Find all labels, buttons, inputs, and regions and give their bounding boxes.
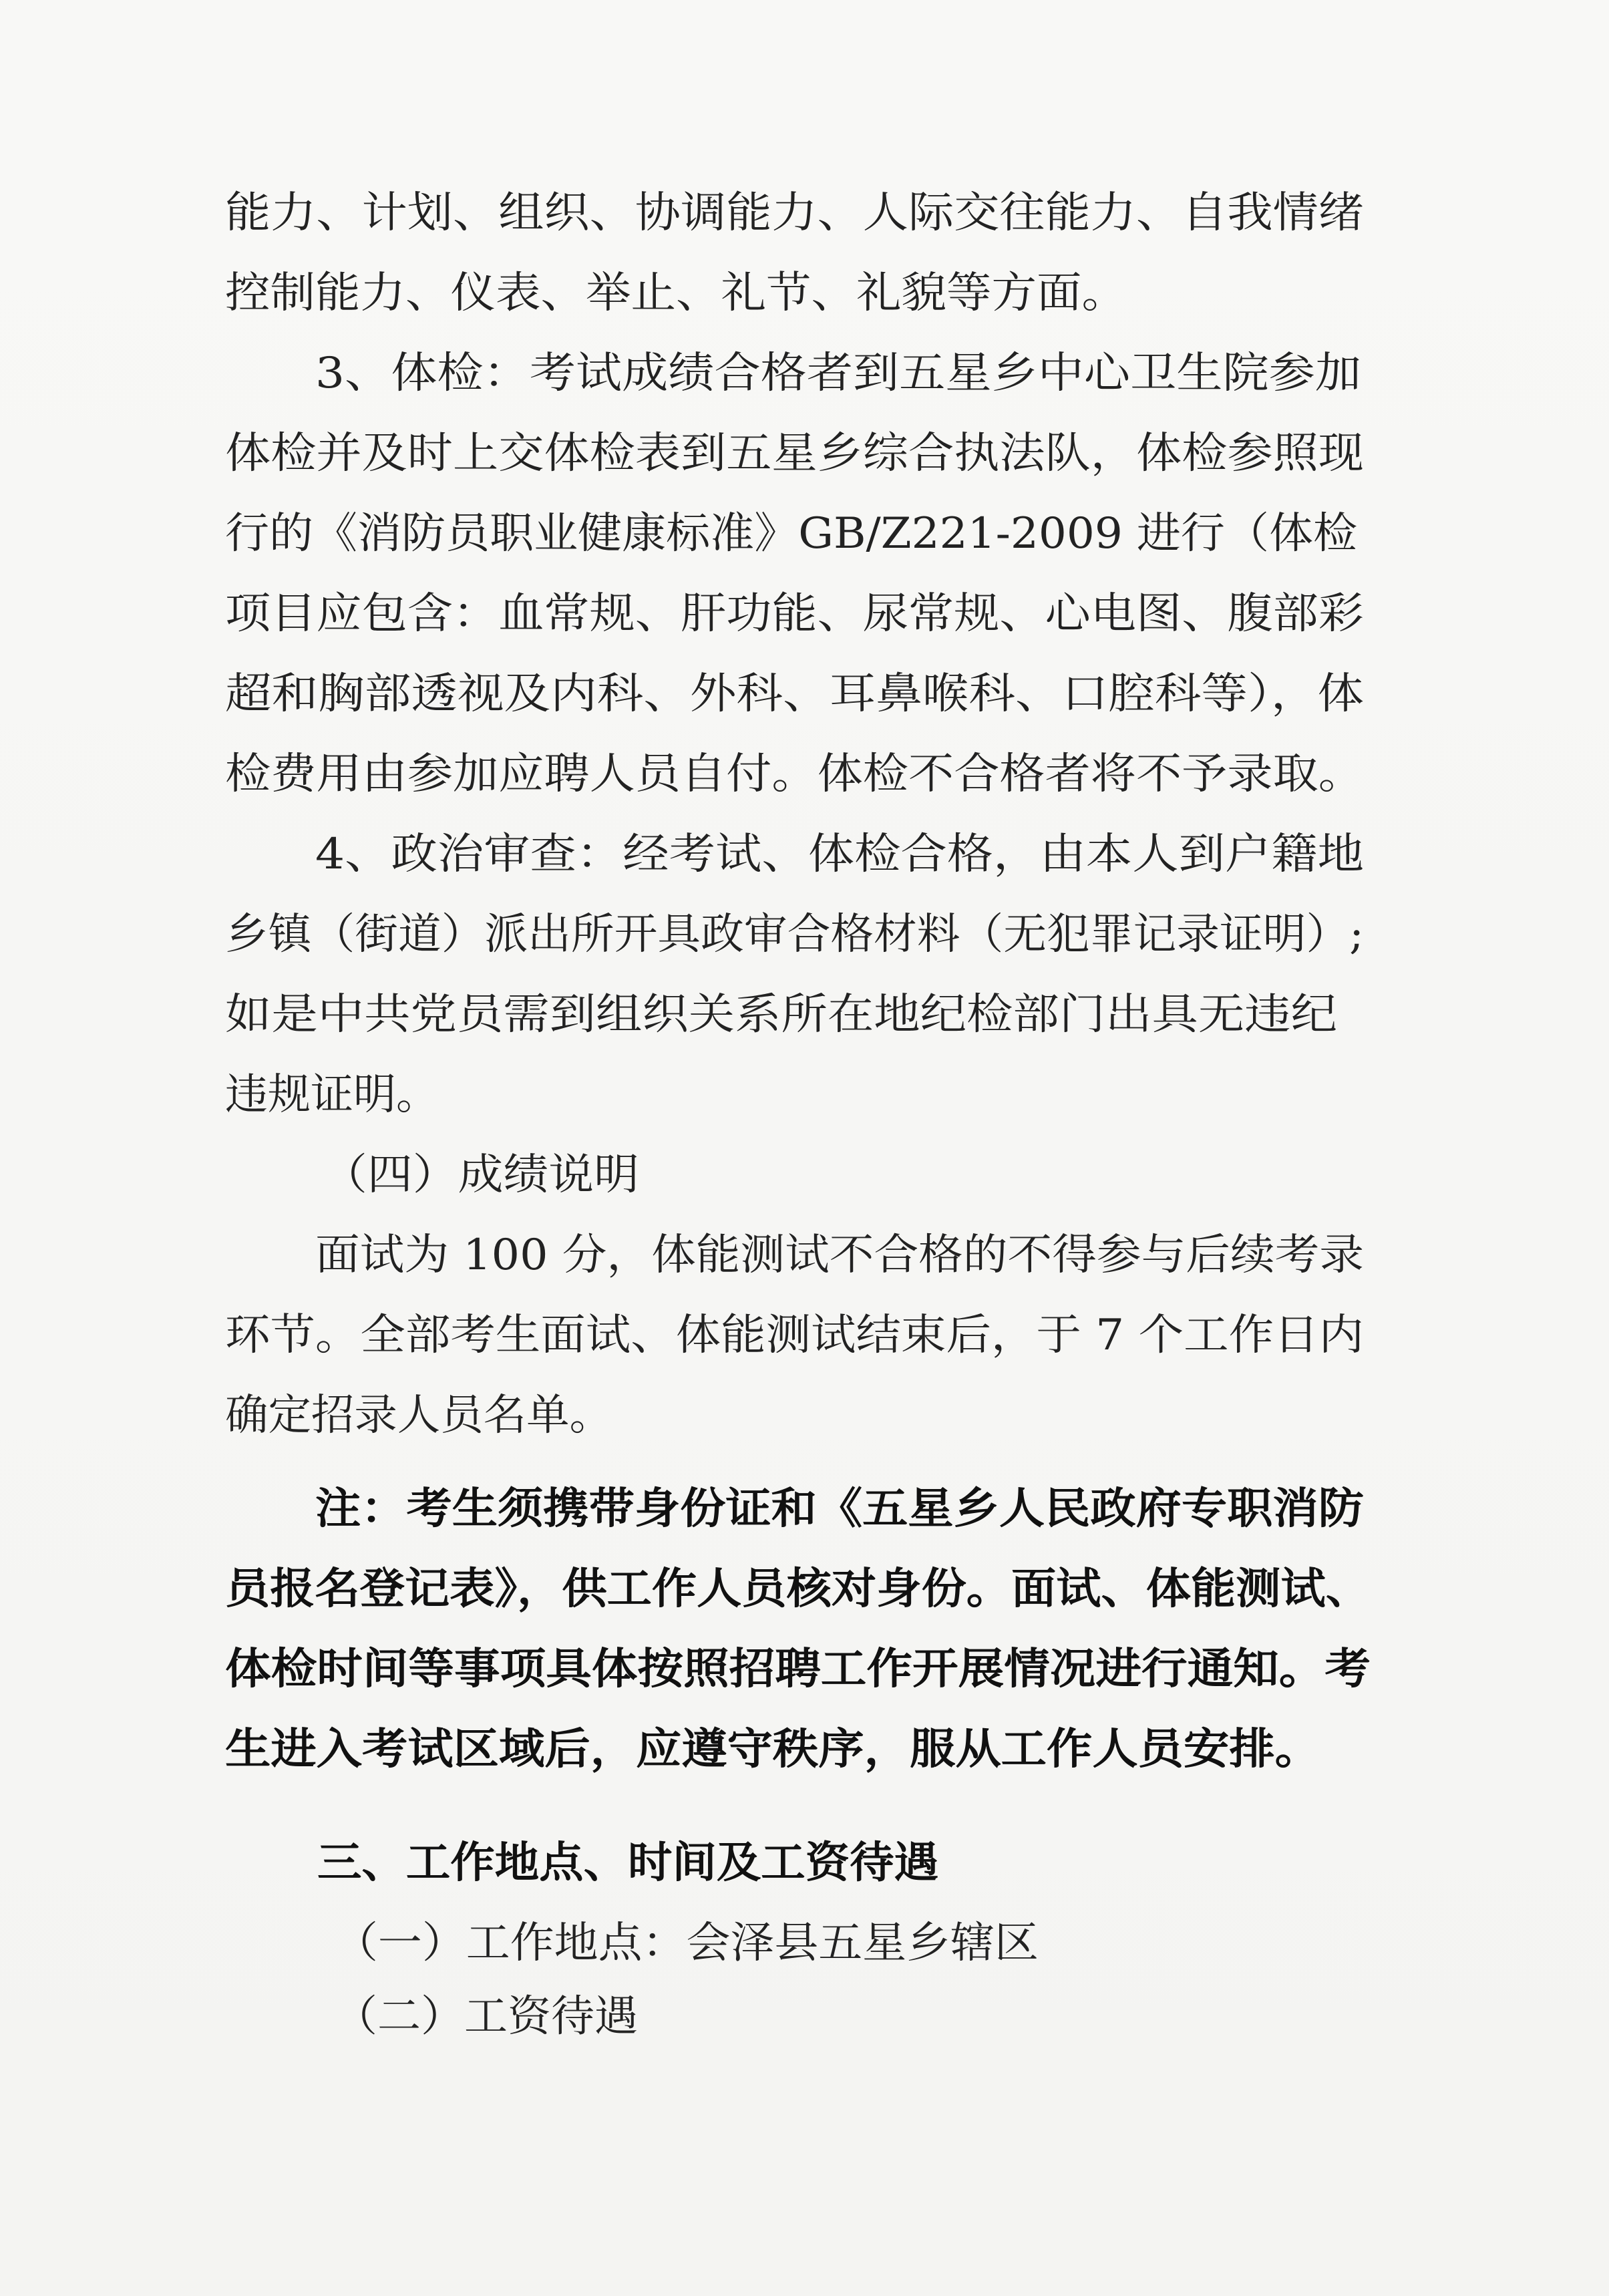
text-run: （二）工资待遇 (334, 1992, 638, 2041)
body-line (225, 420, 1364, 487)
text-run: 体检时间等事项具体按照招聘工作开展情况进行通知。考 (225, 1645, 1371, 1694)
text-run: 体检并及时上交体检表到五星乡综合执法队，体检参照现 (225, 429, 1364, 478)
text-run: 生进入考试区域后，应遵守秩序，服从工作人员安排。 (225, 1725, 1320, 1774)
note-paragraph (225, 1716, 1320, 1783)
body-line (225, 741, 1364, 808)
section-heading-work (317, 1830, 938, 1897)
text-run: 违规证明。 (225, 1070, 439, 1120)
text-run: 确定招录人员名单。 (225, 1391, 612, 1440)
text-run: 控制能力、仪表、举止、礼节、礼貌等方面。 (225, 269, 1127, 318)
text-run: （一）工作地点：会泽县五星乡辖区 (334, 1919, 1039, 1968)
text-run: 检费用由参加应聘人员自付。体检不合格者将不予录取。 (225, 750, 1364, 799)
note-paragraph (225, 1636, 1371, 1703)
body-line (225, 901, 1364, 968)
body-line (225, 1061, 439, 1128)
subsection-work-location (334, 1910, 1039, 1977)
text-run: 4、政治审查：经考试、体检合格，由本人到户籍地 (315, 830, 1365, 879)
note-paragraph (315, 1476, 1364, 1542)
item-4-political-review (315, 821, 1365, 888)
text-run: 超和胸部透视及内科、外科、耳鼻喉科、口腔科等），体 (225, 669, 1364, 719)
text-run: 环节。全部考生面试、体能测试结束后，于 7 个工作日内 (225, 1311, 1364, 1360)
text-run: 行的《消防员职业健康标准》GB/Z221-2009 进行（体检 (225, 509, 1357, 558)
body-line (225, 500, 1357, 567)
text-run: （四）成绩说明 (322, 1150, 639, 1200)
text-run: 项目应包含：血常规、肝功能、尿常规、心电图、腹部彩 (225, 589, 1364, 639)
text-run: 乡镇（街道）派出所开具政审合格材料（无犯罪记录证明）; (225, 910, 1364, 959)
text-run: 如是中共党员需到组织关系所在地纪检部门出具无违纪 (225, 990, 1337, 1039)
text-run: 3、体检：考试成绩合格者到五星乡中心卫生院参加 (315, 349, 1361, 398)
body-line-continuation (225, 180, 1364, 247)
text-run: 注：考生须携带身份证和《五星乡人民政府专职消防 (315, 1484, 1364, 1534)
text-run: 三、工作地点、时间及工资待遇 (317, 1838, 938, 1888)
text-run: 能力、计划、组织、协调能力、人际交往能力、自我情绪 (225, 188, 1364, 238)
body-line (315, 1222, 1364, 1289)
body-line (225, 1302, 1364, 1369)
body-line (225, 260, 1127, 327)
item-3-physical-exam (315, 340, 1361, 407)
body-line (225, 581, 1364, 647)
body-line (225, 981, 1337, 1048)
body-line (225, 1382, 610, 1449)
text-run: 面试为 100 分，体能测试不合格的不得参与后续考录 (315, 1231, 1364, 1280)
note-paragraph (225, 1556, 1371, 1623)
section-heading-scores (322, 1142, 639, 1208)
subsection-salary (334, 1983, 638, 2050)
text-run: 员报名登记表》，供工作人员核对身份。面试、体能测试、 (225, 1565, 1371, 1614)
body-line (225, 661, 1364, 727)
